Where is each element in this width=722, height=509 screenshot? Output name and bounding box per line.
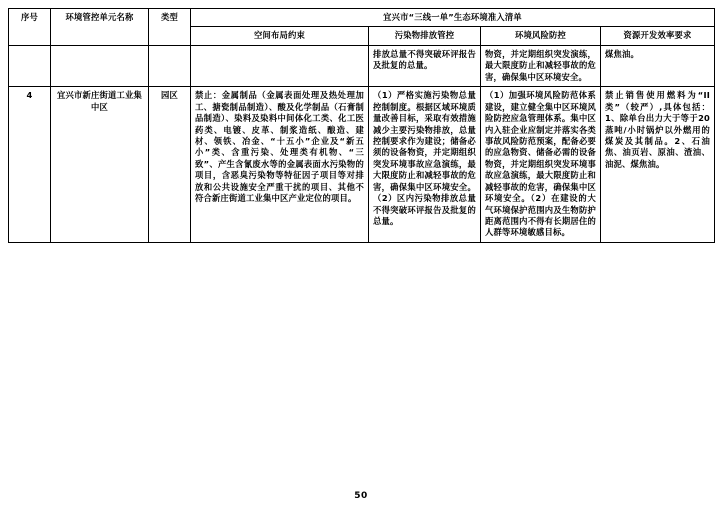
- table-row: [9, 45, 715, 86]
- header-resource-efficiency: 资源开发效率要求: [601, 27, 715, 45]
- table-row: [9, 87, 715, 243]
- eco-access-list-table: [8, 8, 715, 243]
- header-pollutant-control: 污染物排放管控: [369, 27, 481, 45]
- table-title: 宜兴市“三线一单”生态环境准入清单: [191, 9, 715, 27]
- page-number: 50: [354, 491, 368, 501]
- cell-unit-name: [51, 45, 149, 86]
- cell-spatial-constraint: [191, 45, 369, 86]
- header-unit-name: 环境管控单元名称: [51, 9, 149, 46]
- cell-seq: [9, 45, 51, 86]
- header-risk-prevention: 环境风险防控: [481, 27, 601, 45]
- header-seq: 序号: [9, 9, 51, 46]
- table-header-row-title: [9, 9, 715, 27]
- header-type: 类型: [149, 9, 191, 46]
- header-spatial-constraint: 空间布局约束: [191, 27, 369, 45]
- cell-risk-prevention: 物资，并定期组织突发演练，最大限度防止和减轻事故的危害，确保集中区环境安全。: [481, 45, 601, 86]
- cell-type: 园区: [149, 87, 191, 243]
- cell-unit-name: 宜兴市新庄街道工业集中区: [51, 87, 149, 243]
- cell-resource-efficiency: 禁止销售使用燃料为“II类”（较严）,具体包括：1、除单台出力大于等于20蒸吨/小时锅炉以外燃用的煤炭及其制品。2、石油焦、油页岩、原油、渣油、油泥、煤焦油。: [601, 87, 715, 243]
- cell-pollutant-control: 排放总量不得突破环评报告及批复的总量。: [369, 45, 481, 86]
- cell-seq: 4: [9, 87, 51, 243]
- cell-type: [149, 45, 191, 86]
- cell-spatial-constraint: 禁止：金属制品（金属表面处理及热处理加工、搪瓷制品制造）、酸及化学制品（石膏制品制造）、染料及染料中间体化工类、化工医药类、电镀、皮革、制浆造纸、酿造、建材、领铁、冶金、“十五小”企业及“新五小”类、含重污染、处理类有机物、“三致”、产生含氰废水等的金属表面水污染物的项目，含恶臭污染物等特征因子项目等对排放和公共设施安全严重干扰的项目、其他不符合新庄街道工业集中区产业定位的项目。: [191, 87, 369, 243]
- cell-resource-efficiency: 煤焦油。: [601, 45, 715, 86]
- cell-pollutant-control: （1）严格实施污染物总量控制制度。根据区域环境质量改善目标，采取有效措施减少主要污染物排放，总量控制要求作为建设；储备必须的设备物资，并定期组织突发环境事故应急演练，最大限度防止和减轻事故的危害，确保集中区环境安全。（2）区内污染物排放总量不得突破环评报告及批复的总量。: [369, 87, 481, 243]
- cell-risk-prevention: （1）加强环境风险防范体系建设，建立健全集中区环境风险防控应急管理体系。集中区内入驻企业应制定并落实各类事故风险防范预案，配备必要的应急物资、储备必需的设备物资，并定期组织突发环境事故应急演练，最大限度防止和减轻事故的危害，确保集中区环境安全。（2）在建设的大气环境保护范围内及生物防护距离范围内不得有长期居住的人群等环境敏感目标。: [481, 87, 601, 243]
